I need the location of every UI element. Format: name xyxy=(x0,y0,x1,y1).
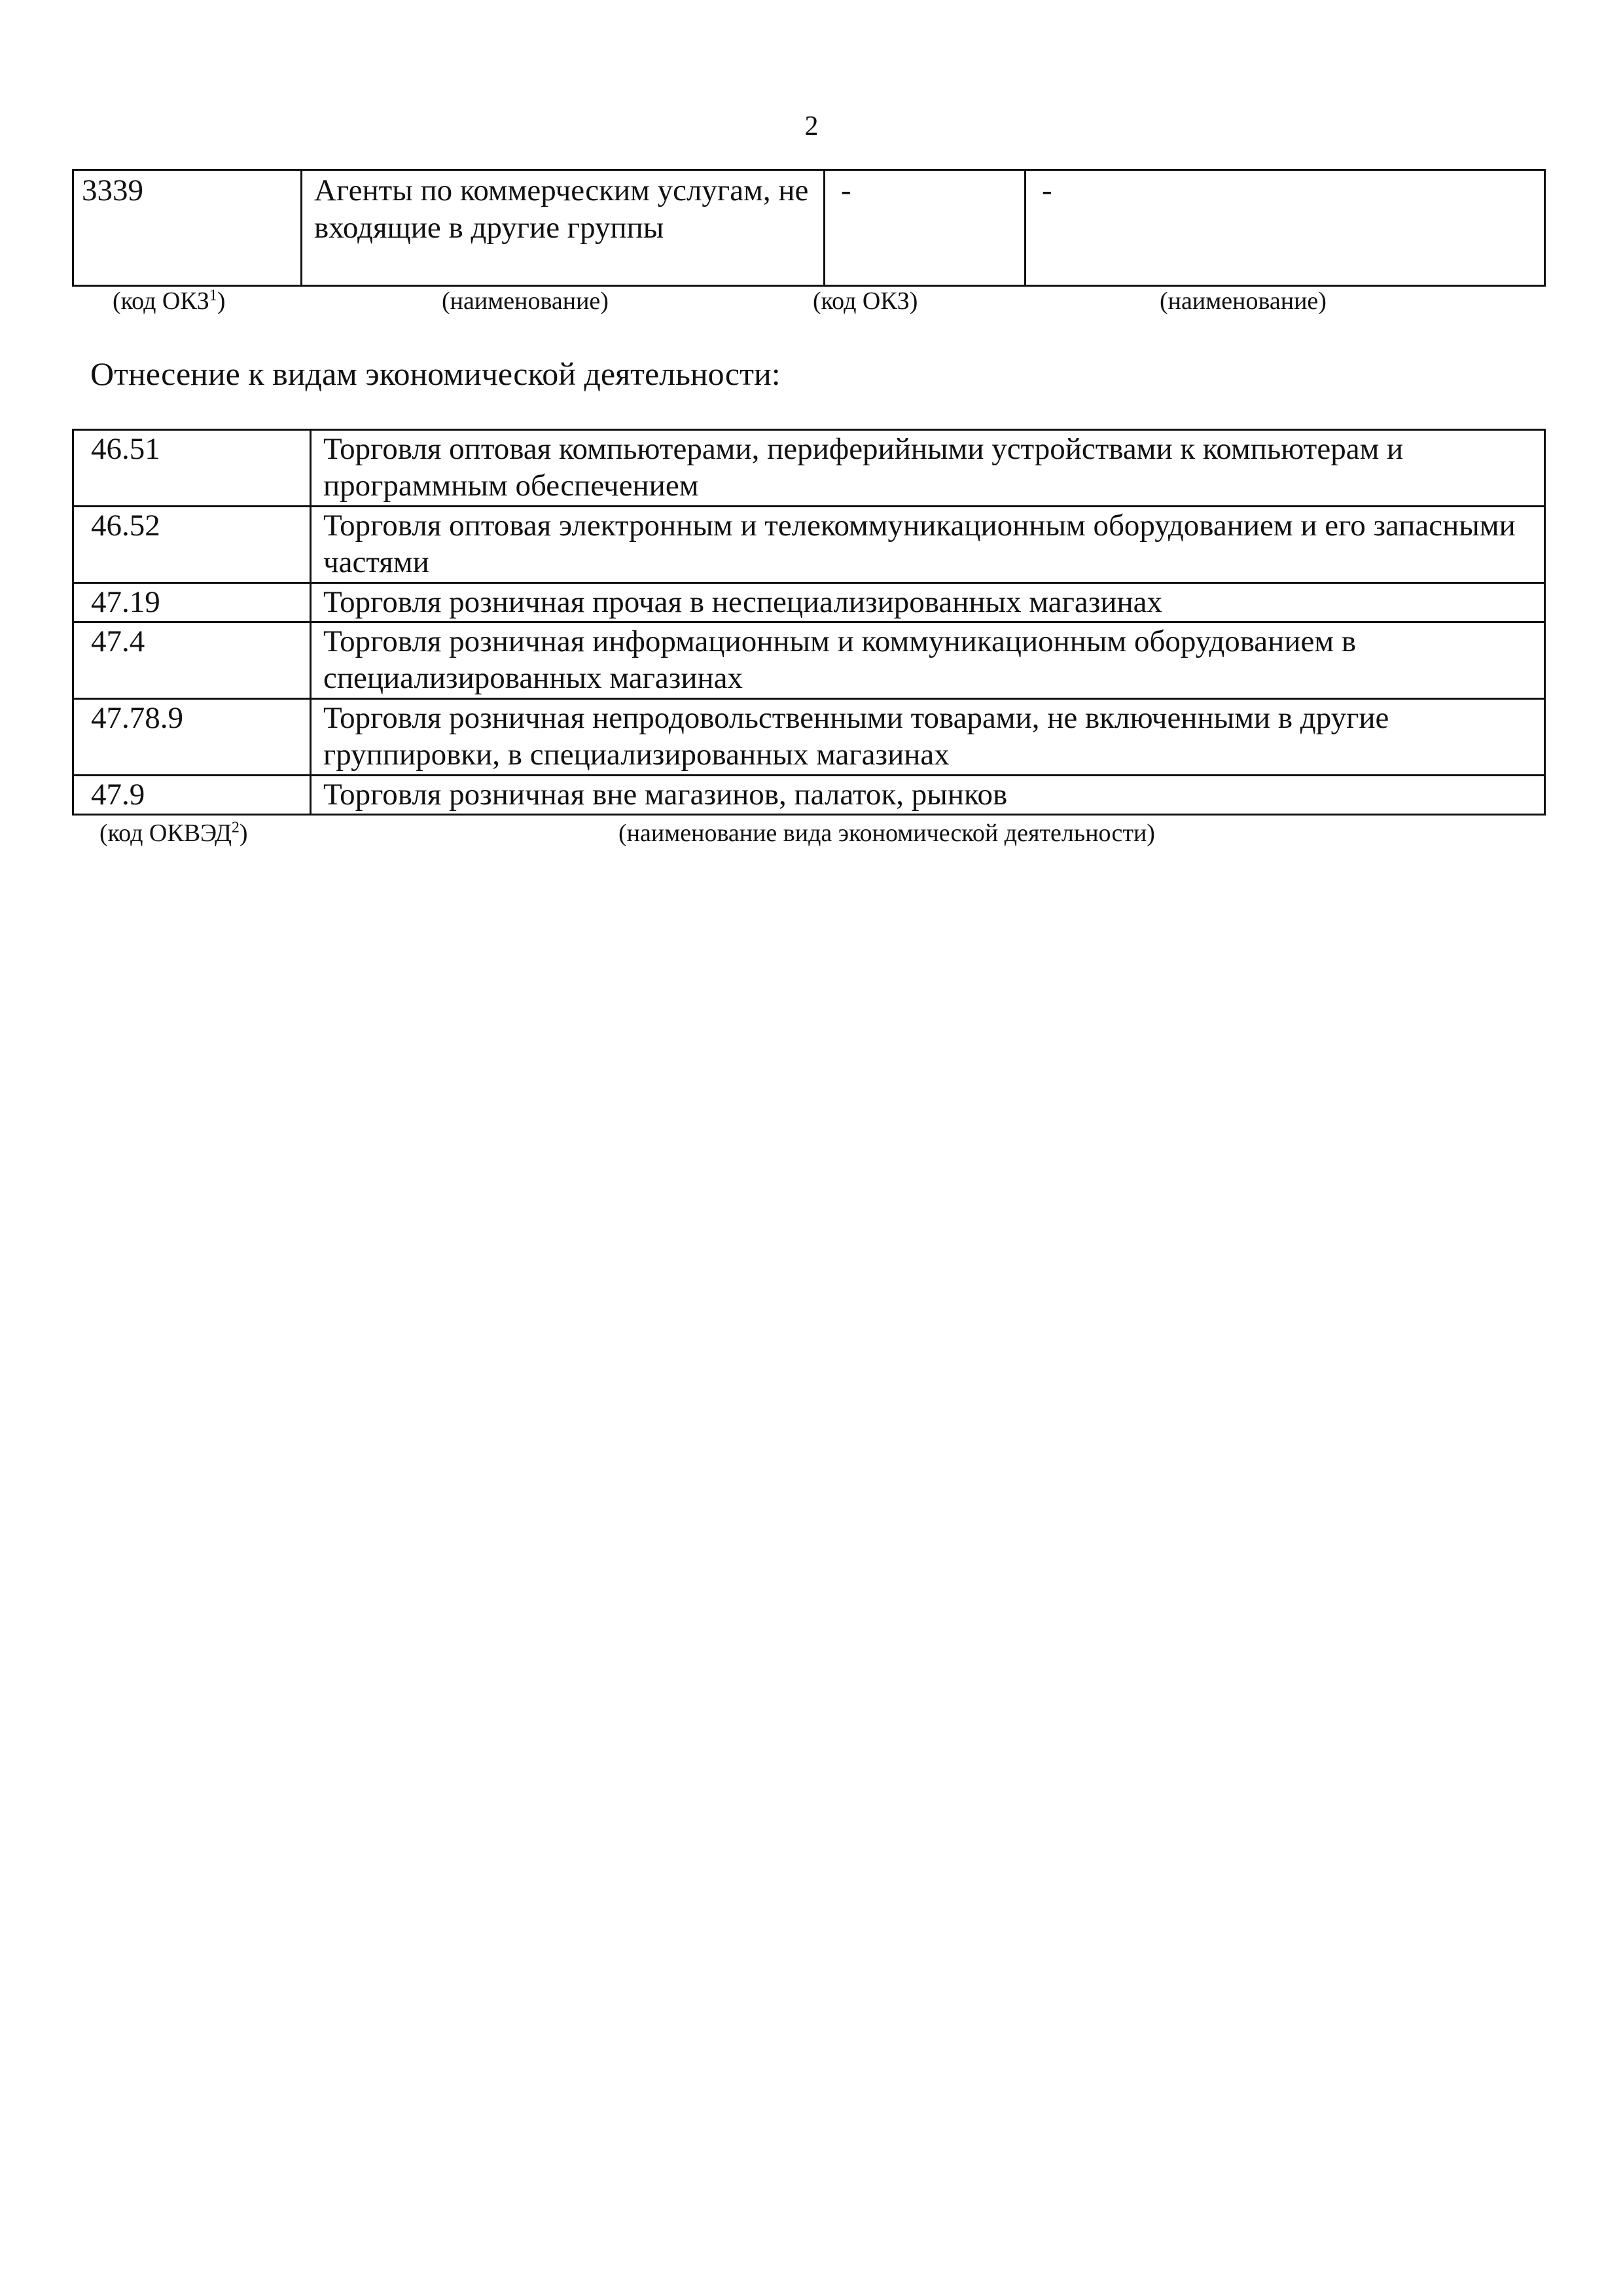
okved-row xyxy=(73,622,1545,699)
okved-row xyxy=(73,776,1545,815)
okved-code-caption-label: (код ОКВЭД xyxy=(99,819,232,847)
okz-code2-caption: (код ОКЗ) xyxy=(813,287,918,315)
okz-code-cell: 3339 xyxy=(73,170,302,286)
okved-code-cell: 47.9 xyxy=(73,776,311,815)
okved-code-cell: 47.4 xyxy=(73,622,311,699)
okved-code-caption xyxy=(99,818,248,848)
okved-name-caption: (наименование вида экономической деятельности) xyxy=(618,819,1155,847)
okz-footnote-mark: 1 xyxy=(209,287,217,304)
okved-code-cell: 46.52 xyxy=(73,507,311,583)
okved-row xyxy=(73,507,1545,583)
okved-code-cell: 47.19 xyxy=(73,583,311,622)
okz-table xyxy=(72,169,1546,287)
okz-name2-caption: (наименование) xyxy=(1160,287,1327,315)
okved-row xyxy=(73,699,1545,776)
okz-name2-cell: - xyxy=(1026,170,1545,286)
okved-row xyxy=(73,583,1545,622)
okved-name-cell: Торговля розничная прочая в неспециализированных магазинах xyxy=(311,583,1545,622)
page-number: 2 xyxy=(804,111,819,141)
okz-code-caption xyxy=(113,286,225,316)
okz-row xyxy=(73,170,1545,286)
okved-name-cell: Торговля розничная информационным и коммуникационным оборудованием в специализированных магазинах xyxy=(311,622,1545,699)
okved-code-cell: 46.51 xyxy=(73,430,311,507)
okved-name-cell: Торговля розничная вне магазинов, палаток, рынков xyxy=(311,776,1545,815)
okz-name-cell: Агенты по коммерческим услугам, не входящие в другие группы xyxy=(302,170,825,286)
okz-code-caption-label: (код ОКЗ xyxy=(113,287,209,315)
okved-heading: Отнесение к видам экономической деятельности: xyxy=(90,355,781,392)
okz-name-caption: (наименование) xyxy=(442,287,609,315)
okz-code2-cell: - xyxy=(825,170,1026,286)
okved-name-cell: Торговля оптовая электронным и телекоммуникационным оборудованием и его запасными частями xyxy=(311,507,1545,583)
okz-code-caption-close: ) xyxy=(217,287,226,315)
okved-name-cell: Торговля оптовая компьютерами, периферийными устройствами к компьютерам и программным обеспечением xyxy=(311,430,1545,507)
okved-name-cell: Торговля розничная непродовольственными товарами, не включенными в другие группировки, в специализированных магазинах xyxy=(311,699,1545,776)
okved-code-caption-close: ) xyxy=(239,819,248,847)
okved-code-cell: 47.78.9 xyxy=(73,699,311,776)
okved-footnote-mark: 2 xyxy=(231,819,240,836)
okved-table xyxy=(72,429,1546,816)
okved-row xyxy=(73,430,1545,507)
